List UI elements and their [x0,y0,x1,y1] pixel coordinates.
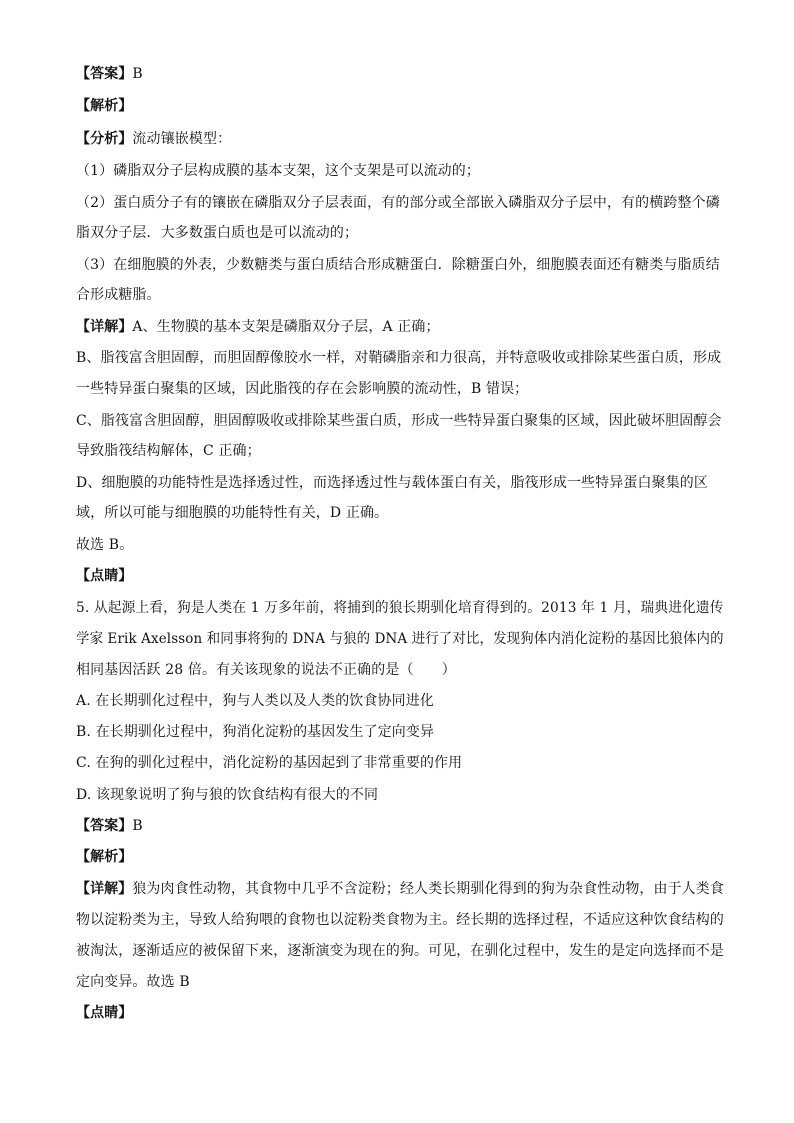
q4-detail-line-d1: D、细胞膜的功能特性是选择透过性，而选择透过性与载体蛋白有关，脂筏形成一些特异蛋白聚集的区 [76,475,709,491]
q4-detail-line-c1: C、脂筏富含胆固醇，胆固醇吸收或排除某些蛋白质，形成一些特异蛋白聚集的区域，因此破坏胆固醇会 [76,413,722,429]
detail-first: 狼为肉食性动物，其食物中几乎不含淀粉；经人类长期驯化得到的狗为杂食性动物，由于人类食 [132,881,724,897]
q5-option-c: C. 在狗的驯化过程中，消化淀粉的基因起到了非常重要的作用 [76,755,463,771]
q4-fenxi-line [76,129,724,149]
detail-first: A、生物膜的基本支架是磷脂双分子层，A 正确； [132,319,440,335]
q5-answer-line [76,816,724,836]
q5-comment-label: 【点睛】 [76,1005,133,1021]
fenxi-title: 流动镶嵌模型： [132,131,232,147]
q4-analysis-label: 【解析】 [76,98,133,114]
q4-conclusion: 故选 B。 [76,537,134,553]
q4-detail-line-c2: 导致脂筏结构解体，C 正确； [76,443,261,459]
q4-fenxi-line-3: 脂双分子层．大多数蛋白质也是可以流动的； [76,225,359,241]
q5-detail-line-2: 物以淀粉类为主，导致人给狗喂的食物也以淀粉类食物为主。经长期的选择过程，不适应这种饮食结构的 [76,912,724,928]
answer-value: B [132,66,143,82]
q4-fenxi-line-5: 合形成糖脂。 [76,287,161,303]
answer-value: B [132,818,143,834]
answer-label: 【答案】 [76,818,133,834]
q4-detail-line [76,317,724,337]
q5-stem-line-1: 5. 从起源上看，狗是人类在 1 万多年前，将捕到的狼长期驯化培育得到的。2013 年 1 月，瑞典进化遗传 [76,600,724,616]
q4-detail-line-b1: B、脂筏富含胆固醇，而胆固醇像胶水一样，对鞘磷脂亲和力很高，并特意吸收或排除某些蛋白质，形成 [76,350,722,366]
detail-label: 【详解】 [76,319,133,335]
q5-detail-line [76,879,723,899]
q4-detail-line-b2: 一些特异蛋白聚集的区域，因此脂筏的存在会影响膜的流动性，B 错误； [76,381,529,397]
q5-option-a: A. 在长期驯化过程中，狗与人类以及人类的饮食协同进化 [76,693,434,709]
fenxi-label: 【分析】 [76,131,133,147]
q5-option-d: D. 该现象说明了狗与狼的饮食结构有很大的不同 [76,787,379,803]
q4-fenxi-line-4: （3）在细胞膜的外表，少数糖类与蛋白质结合形成糖蛋白．除糖蛋白外，细胞膜表面还有糖类与脂质结 [76,257,720,273]
q4-fenxi-line-1: （1）磷脂双分子层构成膜的基本支架，这个支架是可以流动的； [76,163,481,179]
answer-label: 【答案】 [76,66,133,82]
q5-analysis-label: 【解析】 [76,849,133,865]
q4-answer-line [76,64,724,84]
q4-detail-line-d2: 域，所以可能与细胞膜的功能特性有关，D 正确。 [76,505,389,521]
q5-option-b: B. 在长期驯化过程中，狗消化淀粉的基因发生了定向变异 [76,724,435,740]
q5-detail-line-4: 定向变异。故选 B [76,974,190,990]
q5-stem-line-2: 学家 Erik Axelsson 和同事将狗的 DNA 与狼的 DNA 进行了对比，发现狗体内消化淀粉的基因比狼体内的 [76,631,724,647]
q4-fenxi-line-2: （2）蛋白质分子有的镶嵌在磷脂双分子层表面，有的部分或全部嵌入磷脂双分子层中，有的横跨整个磷 [76,195,720,211]
q5-stem-line-3: 相同基因活跃 28 倍。有关该现象的说法不正确的是（ ） [76,662,456,678]
q4-comment-label: 【点睛】 [76,568,133,584]
detail-label: 【详解】 [76,881,133,897]
q5-detail-line-3: 被淘汰，逐渐适应的被保留下来，逐渐演变为现在的狗。可见，在驯化过程中，发生的是定向选择而不是 [76,943,724,959]
